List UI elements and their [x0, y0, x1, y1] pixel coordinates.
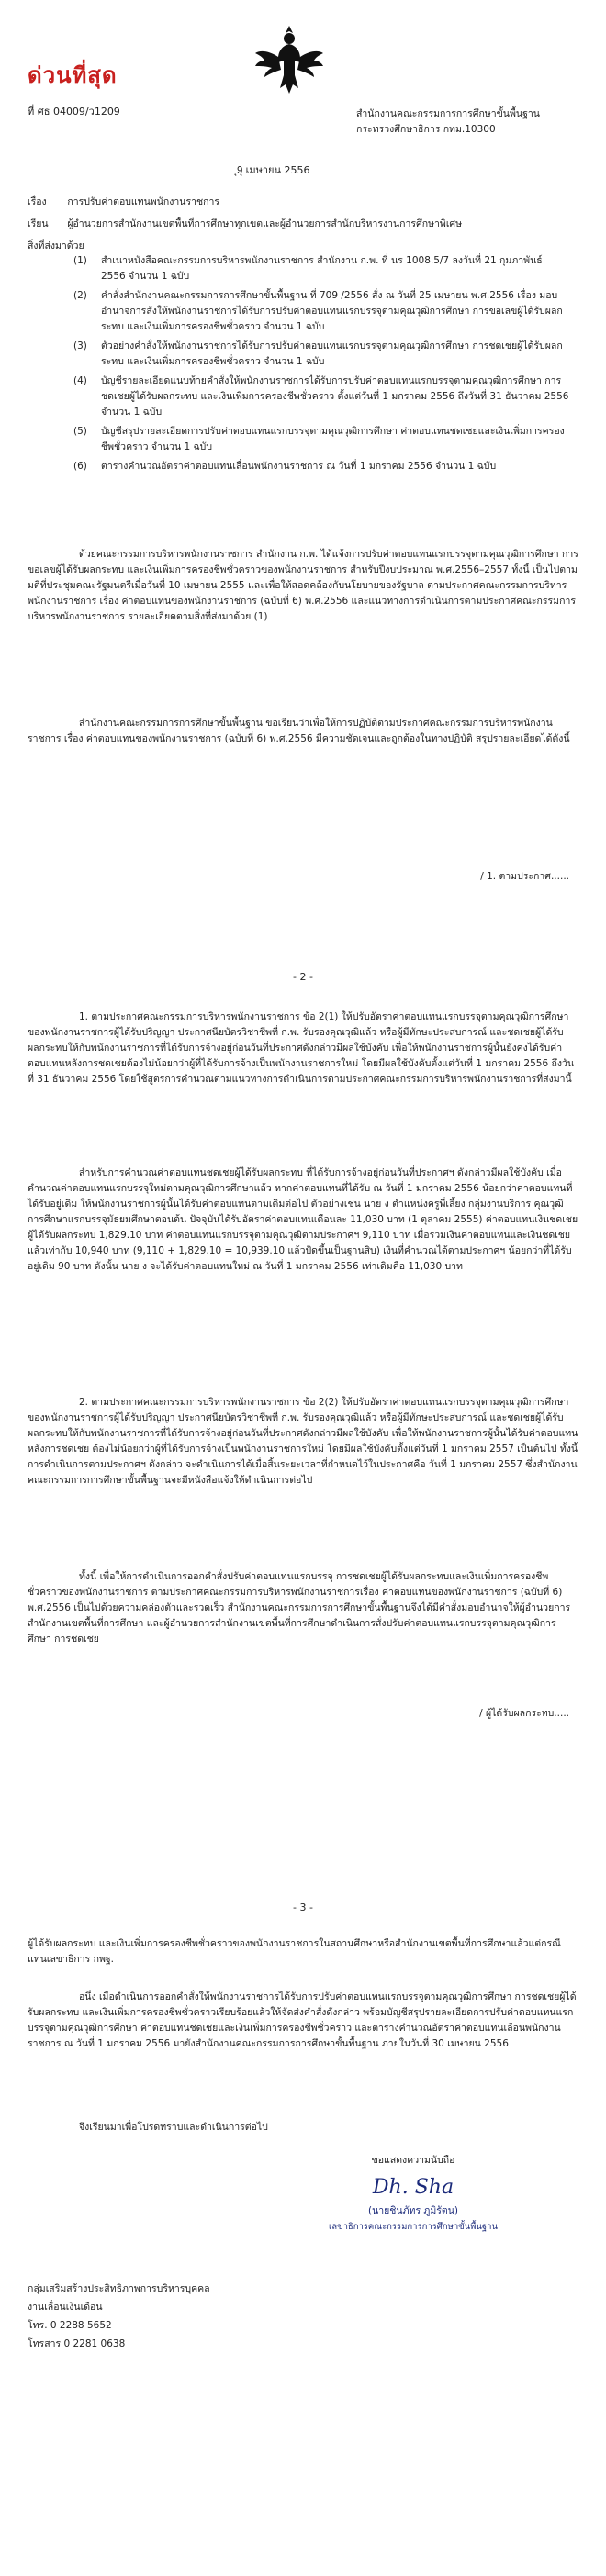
page-number: - 3 - [293, 1901, 313, 1913]
attachment-item [73, 459, 569, 474]
handwritten-signature: Dh. Sha [372, 2176, 454, 2199]
page-1 [0, 0, 606, 918]
subject-row [28, 195, 219, 210]
attachment-text: บัญชีสรุปรายละเอียดการปรับค่าตอบแทนแรกบรรจุตามคุณวุฒิการศึกษา ค่าตอบแทนชดเชยและเงินเพิ่มการครองชีพชั่วคราว จำนวน 1 ฉบับ [101, 426, 565, 452]
body-paragraph: สำนักงานคณะกรรมการการศึกษาขั้นพื้นฐาน ขอเรียนว่าเพื่อให้การปฏิบัติตามประกาศคณะกรรมการบริหารพนักงานราชการ เรื่อง ค่าตอบแทนของพนักงานราชการ (ฉบับที่ 6) พ.ศ.2556 มีความชัดเจนและถูกต้องในทางปฏิบัติ สรุปรายละเอียดได้ดังนี้ [28, 718, 570, 744]
attachment-text: สำเนาหนังสือคณะกรรมการบริหารพนักงานราชการ สำนักงาน ก.พ. ที่ นร 1008.5/7 ลงวันที่ 21 กุมภาพันธ์ 2556 จำนวน 1 ฉบับ [101, 255, 543, 282]
attachment-number: (2) [73, 290, 87, 301]
body-paragraph: ด้วยคณะกรรมการบริหารพนักงานราชการ สำนักงาน ก.พ. ได้แจ้งการปรับค่าตอบแทนแรกบรรจุตามคุณวุฒิการศึกษา การขอเลขผู้ได้รับผลกระทบ และเงินเพิ่มการครองชีพชั่วคราวของพนักงานราชการ สำหรับปีงบประมาณ พ.ศ.2556–2557 ทั้งนี้ เป็นไปตามมติที่ประชุมคณะรัฐมนตรีเมื่อวันที่ 10 เมษายน 2555 และเพื่อให้สอดคล้องกับนโยบายของรัฐบาล ตามประกาศคณะกรรมการบริหารพนักงานราชการ เรื่อง ค่าตอบแทนของพนักงานราชการ (ฉบับที่ 6) พ.ศ.2556 และแนวทางการดำเนินการตามประกาศคณะกรรมการบริหารพนักงานราชการ รายละเอียดตามสิ่งที่ส่งมาด้วย (1) [28, 549, 578, 622]
signer-name: (นายชินภัทร ภูมิรัตน) [367, 2205, 459, 2216]
body-paragraph: ทั้งนี้ เพื่อให้การดำเนินการออกคำสั่งปรับค่าตอบแทนแรกบรรจุ การชดเชยผู้ได้รับผลกระทบและเงินเพิ่มการครองชีพชั่วคราวของพนักงานราชการ ตามประกาศคณะกรรมการบริหารพนักงานราชการเรื่อง ค่าตอบแทนของพนักงานราชการ (ฉบับที่ 6) พ.ศ.2556 เป็นไปด้วยความคล่องตัวและรวดเร็ว สำนักงานคณะกรรมการการศึกษาขั้นพื้นฐานจึงได้มีคำสั่งมอบอำนาจให้ผู้อำนวยการสำนักงานเขตพื้นที่การศึกษา และผู้อำนวยการสำนักงานเขตพื้นที่การศึกษาดำเนินการสั่งปรับค่าตอบแทนแรกบรรจุตามคุณวุฒิการศึกษา การชดเชย [28, 1571, 571, 1645]
body-paragraph: อนึ่ง เมื่อดำเนินการออกคำสั่งให้พนักงานราชการได้รับการปรับค่าตอบแทนแรกบรรจุตามคุณวุฒิการศึกษา การชดเชยผู้ได้รับผลกระทบ และเงินเพิ่มการครองชีพชั่วคราวเรียบร้อยแล้วให้จัดส่งคำสั่งดังกล่าว พร้อมบัญชีสรุปรายละเอียดการปรับค่าตอบแทนแรกบรรจุตามคุณวุฒิการศึกษา ค่าตอบแทนชดเชยและเงินเพิ่มการครองชีพชั่วคราว และตารางคำนวณอัตราค่าตอบแทนเลื่อนพนักงานราชการ ณ วันที่ 1 มกราคม 2556 มายังสำนักงานคณะกรรมการการศึกษาขั้นพื้นฐาน ภายในวันที่ 30 เมษายน 2556 [28, 1991, 577, 2049]
attachment-item [73, 253, 569, 284]
attachment-number: (3) [73, 340, 87, 351]
urgent-stamp: ด่วนที่สุด [28, 61, 118, 88]
body-paragraph: 2. ตามประกาศคณะกรรมการบริหารพนักงานราชการ ข้อ 2(2) ให้ปรับอัตราค่าตอบแทนแรกบรรจุตามคุณวุฒิการศึกษาของพนักงานราชการผู้ได้รับปริญญา ประกาศนียบัตรวิชาชีพที่ ก.พ. รับรองคุณวุฒิแล้ว หรือผู้มีทักษะประสบการณ์ และชดเชยผู้ได้รับผลกระทบให้กับพนักงานราชการที่ได้รับการจ้างอยู่ก่อนวันที่ประกาศดังกล่าวมีผลใช้บังคับ เพื่อให้พนักงานราชการผู้นั้นได้รับค่าตอบแทนหลังการชดเชย ต้องไม่น้อยกว่าผู้ที่ได้รับการจ้างเป็นพนักงานราชการใหม่ โดยมีผลใช้บังคับตั้งแต่วันที่ 1 มกราคม 2557 เป็นต้นไป ทั้งนี้ การดำเนินการตามประกาศฯ ดังกล่าว จะดำเนินการได้เมื่อสิ้นระยะเวลาที่กำหนดไว้ในประกาศคือ วันที่ 1 มกราคม 2557 ซึ่งสำนักงานคณะกรรมการการศึกษาขั้นพื้นฐานจะมีหนังสือแจ้งให้ดำเนินการต่อไป [28, 1397, 578, 1486]
attachment-item [73, 339, 569, 370]
attachment-list [73, 253, 569, 478]
body-paragraph: จึงเรียนมาเพื่อโปรดทราบและดำเนินการต่อไป [79, 2122, 268, 2133]
attachment-number: (6) [73, 461, 87, 472]
body-paragraph: สำหรับการคำนวณค่าตอบแทนชดเชยผู้ได้รับผลกระทบ ที่ได้รับการจ้างอยู่ก่อนวันที่ประกาศฯ ดังกล่าวมีผลใช้บังคับ เมื่อคำนวณค่าตอบแทนแรกบรรจุใหม่ตามคุณวุฒิการศึกษาแล้ว หากค่าตอบแทนที่ได้รับ ณ วันที่ 1 มกราคม 2556 น้อยกว่าค่าตอบแทนที่ได้รับอยู่เดิม ให้พนักงานราชการผู้นั้นได้รับค่าตอบแทนตามเดิมต่อไป ตัวอย่างเช่น นาย ง ตำแหน่งครูพี่เลี้ยง กลุ่มงานบริการ คุณวุฒิการศึกษาแรกบรรจุมัธยมศึกษาตอนต้น ปัจจุบันได้รับอัตราค่าตอบแทนเดือนละ 11,030 บาท (1 ตุลาคม 2555) ค่าตอบแทนเงินชดเชยผู้ได้รับผลกระทบ 1,829.10 บาท ค่าตอบแทนแรกบรรจุตามคุณวุฒิตามประกาศฯ 9,110 บาท เมื่อรวมเงินค่าตอบแทนและเงินชดเชยแล้วเท่ากับ 10,940 บาท (9,110 + 1,829.10 = 10,939.10 แล้วปัดขึ้นเป็นฐานสิบ) เงินที่คำนวณได้ตามประกาศฯ น้อยกว่าที่ได้รับอยู่เดิม 90 บาท ดังนั้น นาย ง จะได้รับค่าตอบแทนใหม่ ณ วันที่ 1 มกราคม 2556 เท่าเดิมคือ 11,030 บาท [28, 1167, 578, 1272]
office-line: กระทรวงศึกษาธิการ กทม.10300 [356, 124, 496, 135]
footer-line: โทรสาร 0 2281 0638 [28, 2338, 126, 2349]
subject-text: การปรับค่าตอบแทนพนักงานราชการ [67, 196, 219, 207]
attachment-number: (4) [73, 375, 87, 386]
page-2 [0, 918, 606, 1845]
attachment-number: (5) [73, 426, 87, 437]
attachment-text: บัญชีรายละเอียดแนบท้ายคำสั่งให้พนักงานราชการได้รับการปรับค่าตอบแทนแรกบรรจุตามคุณวุฒิการศึกษา การชดเชยผู้ได้รับผลกระทบ และเงินเพิ่มการครองชีพชั่วคราว ตั้งแต่วันที่ 1 มกราคม 2556 ถึงวันที่ 31 ธันวาคม 2556 จำนวน 1 ฉบับ [101, 375, 569, 418]
page-3 [0, 1845, 606, 2576]
attachments-heading: สิ่งที่ส่งมาด้วย [28, 240, 84, 251]
subject-label: เรื่อง [28, 196, 47, 207]
garuda-emblem-icon [250, 20, 329, 99]
page-number: - 2 - [293, 971, 313, 983]
attachment-number: (1) [73, 255, 87, 266]
closing-phrase: ขอแสดงความนับถือ [371, 2155, 455, 2166]
attachment-item [73, 374, 569, 420]
recipient-text: ผู้อำนวยการสำนักงานเขตพื้นที่การศึกษาทุกเขตและผู้อำนวยการสำนักบริหารงานการศึกษาพิเศษ [67, 218, 463, 229]
continuation-note: / ผู้ได้รับผลกระทบ..... [479, 1708, 569, 1719]
footer-line: กลุ่มเสริมสร้างประสิทธิภาพการบริหารบุคคล [28, 2283, 210, 2294]
letter-date: ุ9ุ เมษายน 2556 [237, 164, 310, 176]
recipient-row [28, 217, 462, 232]
attachment-text: ตารางคำนวณอัตราค่าตอบแทนเลื่อนพนักงานราชการ ณ วันที่ 1 มกราคม 2556 จำนวน 1 ฉบับ [101, 461, 497, 472]
recipient-label: เรียน [28, 218, 49, 229]
signer-title: เลขาธิการคณะกรรมการการศึกษาขั้นพื้นฐาน [329, 2222, 498, 2232]
body-paragraph: ผู้ได้รับผลกระทบ และเงินเพิ่มการครองชีพชั่วคราวของพนักงานราชการในสถานศึกษาหรือสำนักงานเขตพื้นที่การศึกษาแล้วแต่กรณี แทนเลขาธิการ กพฐ. [28, 1938, 561, 1965]
reference-number: ที่ ศธ 04009/ว1209 [28, 106, 120, 117]
body-paragraph: 1. ตามประกาศคณะกรรมการบริหารพนักงานราชการ ข้อ 2(1) ให้ปรับอัตราค่าตอบแทนแรกบรรจุตามคุณวุฒิการศึกษาของพนักงานราชการผู้ได้รับปริญญา ประกาศนียบัตรวิชาชีพที่ ก.พ. รับรองคุณวุฒิแล้ว หรือผู้มีทักษะประสบการณ์ และชดเชยผู้ได้รับผลกระทบให้กับพนักงานราชการที่ได้รับการจ้างอยู่ก่อนวันที่ประกาศดังกล่าวมีผลใช้บังคับ เพื่อให้พนักงานราชการผู้นั้นยังคงได้รับค่าตอบแทนหลังการชดเชยต้องไม่น้อยกว่าผู้ที่ได้รับการจ้างเป็นพนักงานราชการใหม่ โดยมีผลใช้บังคับตั้งแต่วันที่ 1 มกราคม 2556 ถึงวันที่ 31 ธันวาคม 2556 โดยใช้สูตรการคำนวณตามแนวทางการดำเนินการตามประกาศคณะกรรมการบริหารพนักงานราชการที่ส่งมานี้ [28, 1011, 575, 1085]
footer-line: งานเลื่อนเงินเดือน [28, 2302, 103, 2313]
office-line: สำนักงานคณะกรรมการการศึกษาขั้นพื้นฐาน [356, 108, 540, 119]
footer-contact [28, 2280, 210, 2353]
sender-office [356, 106, 540, 138]
continuation-note: / 1. ตามประกาศ...... [480, 871, 569, 882]
attachment-text: ตัวอย่างคำสั่งให้พนักงานราชการได้รับการปรับค่าตอบแทนแรกบรรจุตามคุณวุฒิการศึกษา การชดเชยผู้ได้รับผลกระทบ และเงินเพิ่มการครองชีพชั่วคราว จำนวน 1 ฉบับ [101, 340, 563, 367]
signature-block [303, 2153, 523, 2235]
attachment-item [73, 288, 569, 335]
footer-line: โทร. 0 2288 5652 [28, 2320, 112, 2331]
attachment-text: คำสั่งสำนักงานคณะกรรมการการศึกษาขั้นพื้นฐาน ที่ 709 /2556 สั่ง ณ วันที่ 25 เมษายน พ.ศ.2556 เรื่อง มอบอำนาจการสั่งให้พนักงานราชการได้รับการปรับค่าตอบแทนแรกบรรจุตามคุณวุฒิการศึกษา การขอเลขผู้ได้รับผลกระทบ และเงินเพิ่มการครองชีพชั่วคราว จำนวน 1 ฉบับ [101, 290, 563, 332]
attachment-item [73, 424, 569, 455]
